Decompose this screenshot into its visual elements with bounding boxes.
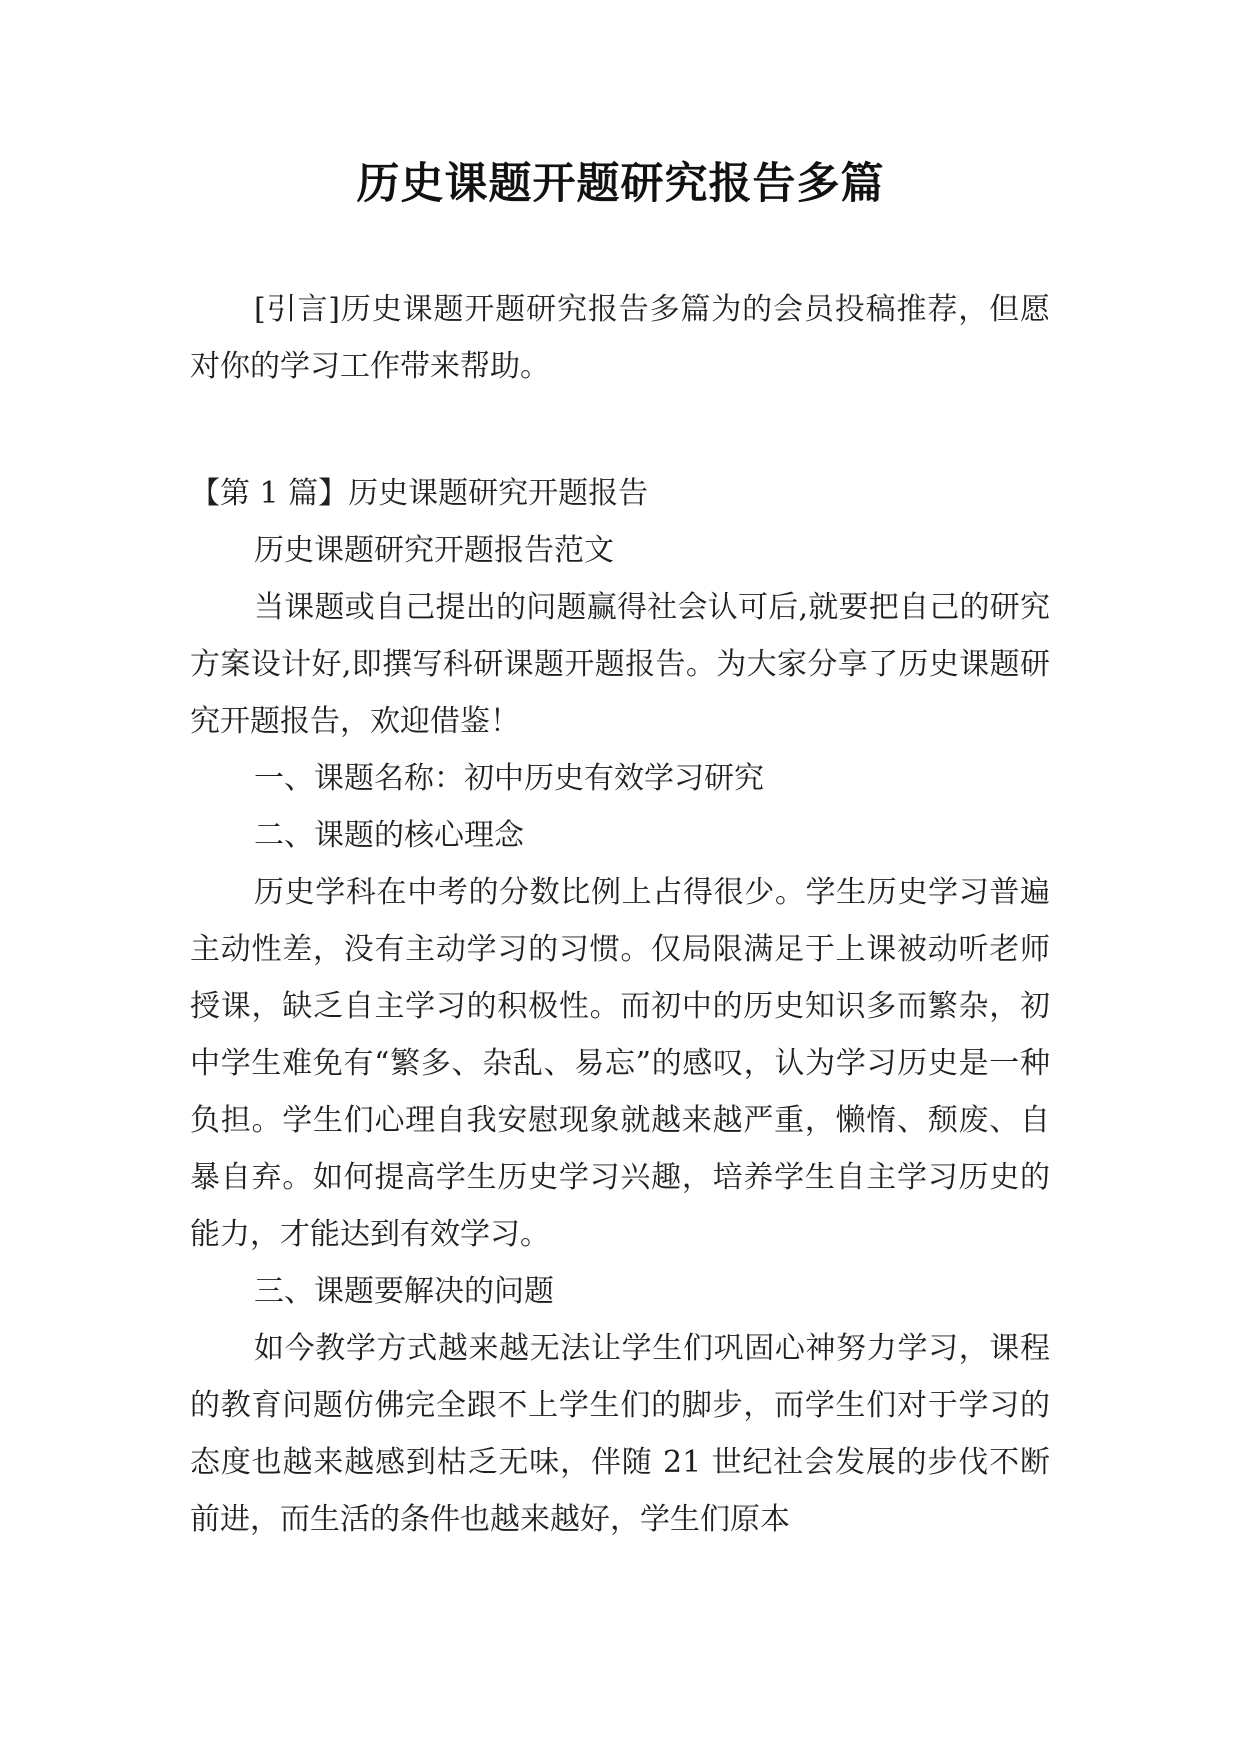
subtitle-paragraph: 历史课题研究开题报告范文	[254, 533, 614, 568]
document-title: 历史课题开题研究报告多篇	[356, 159, 885, 209]
body-paragraph: 历史学科在中考的分数比例上占得很少。学生历史学习普遍主动性差，没有主动学习的习惯。仅局限满足于上课被动听老师授课，缺乏自主学习的积极性。而初中的历史知识多而繁杂，初中学生难免有“繁多、杂乱、易忘”的感叹，认为学习历史是一种负担。学生们心理自我安慰现象就越来越严重，懒惰、颓废、自暴自弃。如何提高学生历史学习兴趣，培养学生自主学习历史的能力，才能达到有效学习。	[190, 875, 1050, 1252]
section-heading-problems: 三、课题要解决的问题	[254, 1274, 554, 1309]
section-heading-topic-name: 一、课题名称：初中历史有效学习研究	[254, 761, 764, 796]
body-paragraph: 当课题或自己提出的问题赢得社会认可后,就要把自己的研究方案设计好,即撰写科研课题开题报告。为大家分享了历史课题研究开题报告，欢迎借鉴！	[190, 590, 1050, 739]
section-heading-core-concept: 二、课题的核心理念	[254, 818, 524, 853]
section-heading-part-1: 【第 1 篇】历史课题研究开题报告	[190, 476, 649, 511]
body-paragraph: 如今教学方式越来越无法让学生们巩固心神努力学习，课程的教育问题仿佛完全跟不上学生们的脚步，而学生们对于学习的态度也越来越感到枯乏无味，伴随 21 世纪社会发展的步伐不断前进，而生活的条件也越来越好，学生们原本	[190, 1331, 1050, 1537]
intro-paragraph: [引言]历史课题开题研究报告多篇为的会员投稿推荐，但愿对你的学习工作带来帮助。	[190, 292, 1050, 384]
document-body	[190, 281, 1050, 1548]
